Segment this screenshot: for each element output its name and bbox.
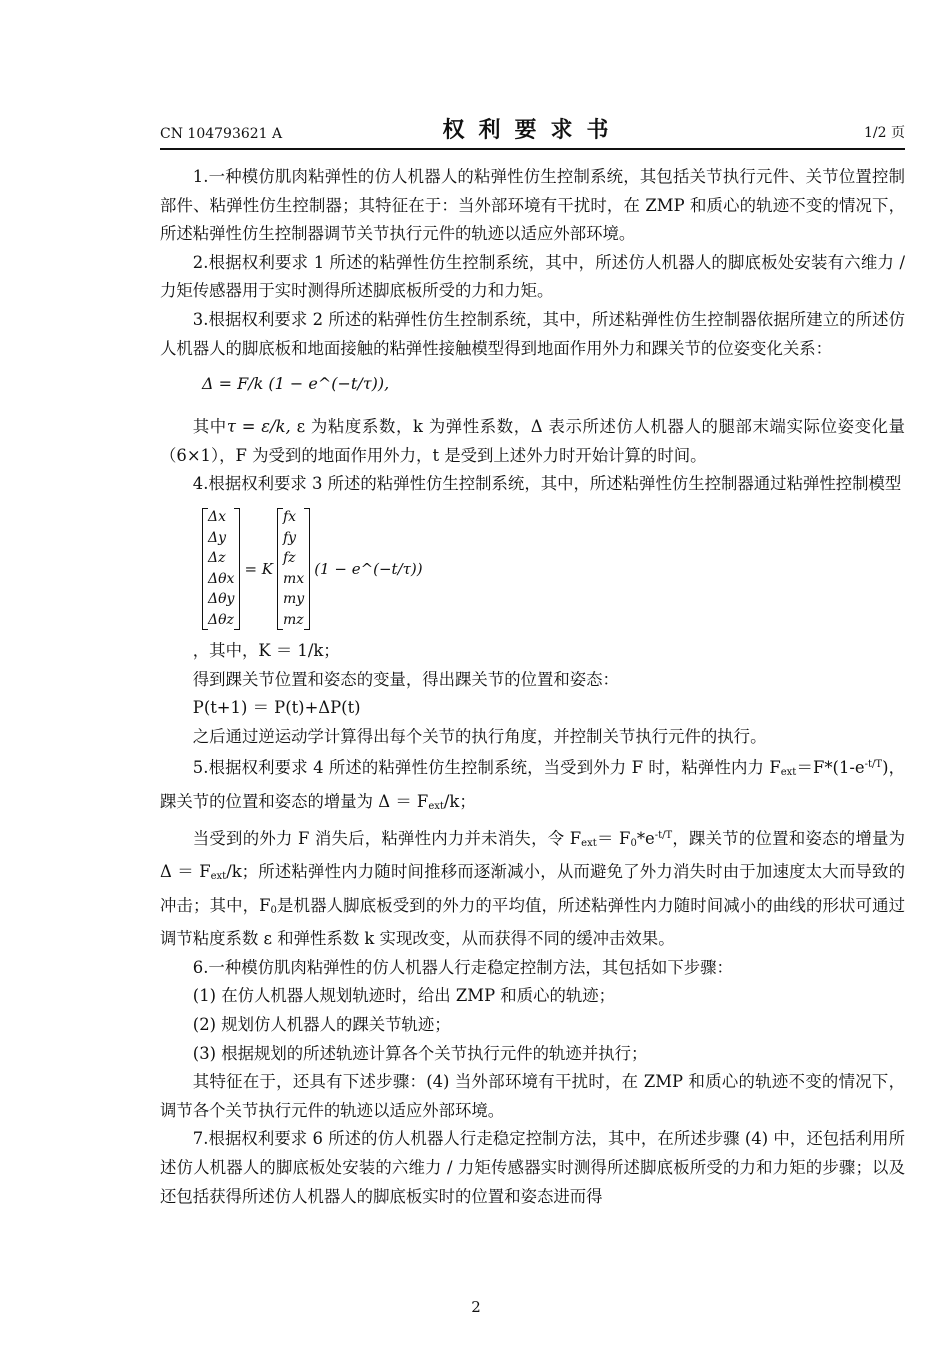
sup-t: -t/T (864, 759, 883, 771)
claim-1: 1.一种模仿肌肉粘弹性的仿人机器人的粘弹性仿生控制系统，其包括关节执行元件、关节位置控制部件、粘弹性仿生控制器；其特征在于：当外部环境有干扰时，在 ZMP 和质心的轨迹不变的情况下，所述粘弹性仿生控制器调节关节执行元件的轨迹以适应外部环境。 (160, 167, 905, 244)
where-rest: ε 为粘度系数，k 为弹性系数，Δ 表示所述仿人机器人的腿部末端实际位姿变化量（6×1），F 为受到的地面作用外力，t 是受到上述外力时开始计算的时间。 (160, 417, 906, 465)
c5-c: )，踝关节的位置和姿态的增量为 Δ ＝ F (160, 758, 905, 811)
force-entry-3: mx (283, 570, 305, 587)
claim-6-step3: (3) 根据规划的所述轨迹计算各个关节执行元件的轨迹并执行； (192, 1043, 648, 1063)
claim-4-line4: 之后通过逆运动学计算得出每个关节的执行角度，并控制关节执行元件的执行。 (192, 726, 767, 746)
c5-j: 是机器人脚底板受到的外力的平均值，所述粘弹性内力随时间减小的曲线的形状可通过调节粘度系数 ε 和弹性系数 k 实现改变，从而获得不同的缓冲击效果。 (160, 895, 905, 949)
page-header (160, 112, 905, 144)
matrix-equals-k: = K (244, 559, 273, 578)
force-entry-2: fz (283, 550, 296, 567)
sub-ext: ext (428, 800, 444, 812)
delta-entry-0: Δx (208, 508, 227, 525)
c5-a: 5.根据权利要求 4 所述的粘弹性仿生控制系统，当受到外力 F 时，粘弹性内力 F (192, 758, 781, 778)
viscoelastic-formula: Δ = F/k (1 − e^(−t/τ)), (202, 374, 390, 394)
claim-6: 6.一种模仿肌肉粘弹性的仿人机器人行走稳定控制方法，其包括如下步骤： (192, 957, 733, 977)
where-prefix: 其中 (192, 417, 227, 437)
claim-7: 7.根据权利要求 6 所述的仿人机器人行走稳定控制方法，其中，在所述步骤 (4) 中，还包括利用所述仿人机器人的脚底板处安装的六维力 / 力矩传感器实时测得所述脚底板所受的力和力矩的步骤；以及还包括获得所述仿人机器人的脚底板实时的位置和姿态进而得 (160, 1129, 905, 1206)
force-entry-4: my (283, 591, 305, 608)
c5-f: ＝ F (596, 828, 631, 848)
claim-6-step2: (2) 规划仿人机器人的踝关节轨迹； (192, 1015, 451, 1035)
patent-number: CN 104793621 A (160, 126, 283, 142)
claim-4-line3: P(t+1) ＝ P(t)+ΔP(t) (192, 698, 361, 718)
c5-d: /k； (443, 791, 476, 811)
delta-entry-3: Δθx (208, 570, 235, 587)
header-rule (160, 148, 905, 150)
claim-6-step1: (1) 在仿人机器人规划轨迹时，给出 ZMP 和质心的轨迹； (192, 986, 616, 1006)
sub-ext: ext (210, 871, 227, 883)
delta-vector (202, 508, 240, 630)
delta-entry-4: Δθy (208, 591, 235, 608)
claims-body (160, 163, 905, 1211)
force-vector (277, 508, 310, 630)
c5-g: *e (636, 828, 655, 848)
claim-5 (160, 751, 905, 821)
force-entry-1: fy (283, 529, 297, 546)
sub-ext: ext (581, 837, 597, 849)
tau-definition: τ = ε/k, (226, 417, 291, 437)
sub-0: 0 (270, 904, 277, 916)
matrix-tail: (1 − e^(−t/τ)) (314, 559, 423, 578)
document-title: 权利要求书 (442, 117, 623, 143)
force-entry-0: fx (283, 508, 297, 525)
delta-entry-5: Δθz (208, 611, 234, 628)
claim-3-where (160, 413, 905, 470)
delta-entry-2: Δz (208, 550, 226, 567)
c5-b: ＝F*(1-e (796, 758, 865, 778)
sup-t: -t/T (654, 829, 673, 841)
c5-e: 当受到的外力 F 消失后，粘弹性内力并未消失，令 F (192, 828, 582, 848)
claim-4-line2: 得到踝关节位置和姿态的变量，得出踝关节的位置和姿态： (192, 669, 619, 689)
page-number: 2 (471, 1298, 481, 1316)
viscoelastic-matrix-model (202, 505, 905, 633)
c5-i: /k；所述粘弹性内力随时间推移而逐渐减小，从而避免了外力消失时由于加速度太大而导致的冲击；其中，F (160, 862, 905, 915)
claim-4-k: ，其中，K ＝ 1/k； (192, 640, 340, 660)
force-entry-5: mz (283, 611, 304, 628)
claim-6-step4: 其特征在于，还具有下述步骤：(4) 当外部环境有干扰时，在 ZMP 和质心的轨迹不变的情况下，调节各个关节执行元件的轨迹以适应外部环境。 (160, 1072, 905, 1120)
claim-4: 4.根据权利要求 3 所述的粘弹性仿生控制系统，其中，所述粘弹性仿生控制器通过粘弹性控制模型 (192, 474, 902, 494)
sub-0: 0 (630, 837, 637, 849)
delta-entry-1: Δy (208, 529, 227, 546)
claim-3: 3.根据权利要求 2 所述的粘弹性仿生控制系统，其中，所述粘弹性仿生控制器依据所建立的所述仿人机器人的脚底板和地面接触的粘弹性接触模型得到地面作用外力和踝关节的位姿变化关系： (160, 309, 905, 358)
c5-h: ，踝关节的位置和姿态的增量为 Δ ＝ F (160, 828, 905, 882)
page-info: 1/2 页 (864, 125, 905, 141)
sub-ext: ext (780, 767, 797, 779)
claim-5-cont (160, 822, 905, 954)
claim-2: 2.根据权利要求 1 所述的粘弹性仿生控制系统，其中，所述仿人机器人的脚底板处安装有六维力 / 力矩传感器用于实时测得所述脚底板所受的力和力矩。 (160, 252, 905, 301)
